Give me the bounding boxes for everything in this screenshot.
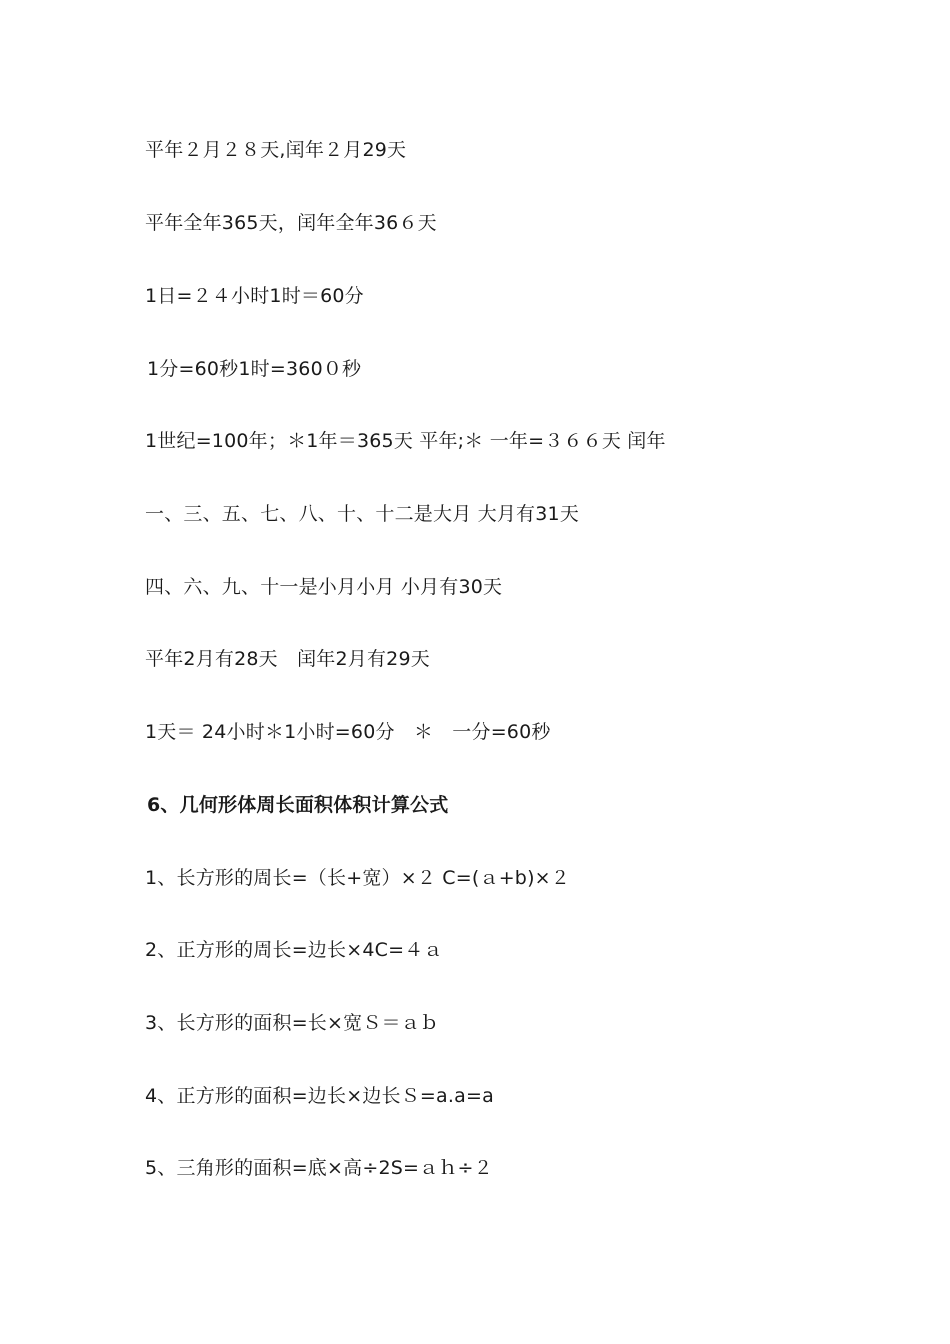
text-line-century-years: 1世纪=100年；＊1年＝365天 平年;＊ 一年=３６６天 闰年 bbox=[145, 430, 666, 452]
text-line-day-hours: 1日=２４小时1时＝60分 bbox=[145, 285, 364, 307]
text-line-year-days: 平年全年365天，闰年全年36６天 bbox=[145, 212, 437, 234]
formula-rectangle-perimeter: 1、长方形的周长=（长+宽）×２ C=(ａ+b)×２ bbox=[145, 867, 571, 889]
formula-square-area: 4、正方形的面积=边长×边长Ｓ=a.a=a bbox=[145, 1085, 494, 1107]
formula-square-perimeter: 2、正方形的周长=边长×4C=４ａ bbox=[145, 939, 443, 961]
text-line-leap-february: 平年２月２８天,闰年２月29天 bbox=[145, 139, 407, 161]
section-heading-geometry: 6、几何形体周长面积体积计算公式 bbox=[147, 794, 449, 816]
text-line-time-units: 1天＝ 24小时＊1小时=60分 ＊ 一分=60秒 bbox=[145, 721, 551, 743]
text-line-february-days: 平年2月有28天 闰年2月有29天 bbox=[145, 648, 430, 670]
formula-rectangle-area: 3、长方形的面积=长×宽Ｓ＝ａｂ bbox=[145, 1012, 440, 1034]
text-line-big-months: 一、三、五、七、八、十、十二是大月 大月有31天 bbox=[145, 503, 580, 525]
formula-triangle-area: 5、三角形的面积=底×高÷2S=ａｈ÷２ bbox=[145, 1157, 493, 1179]
text-line-minute-seconds: 1分=60秒1时=360０秒 bbox=[147, 358, 362, 380]
text-line-small-months: 四、六、九、十一是小月小月 小月有30天 bbox=[145, 576, 503, 598]
